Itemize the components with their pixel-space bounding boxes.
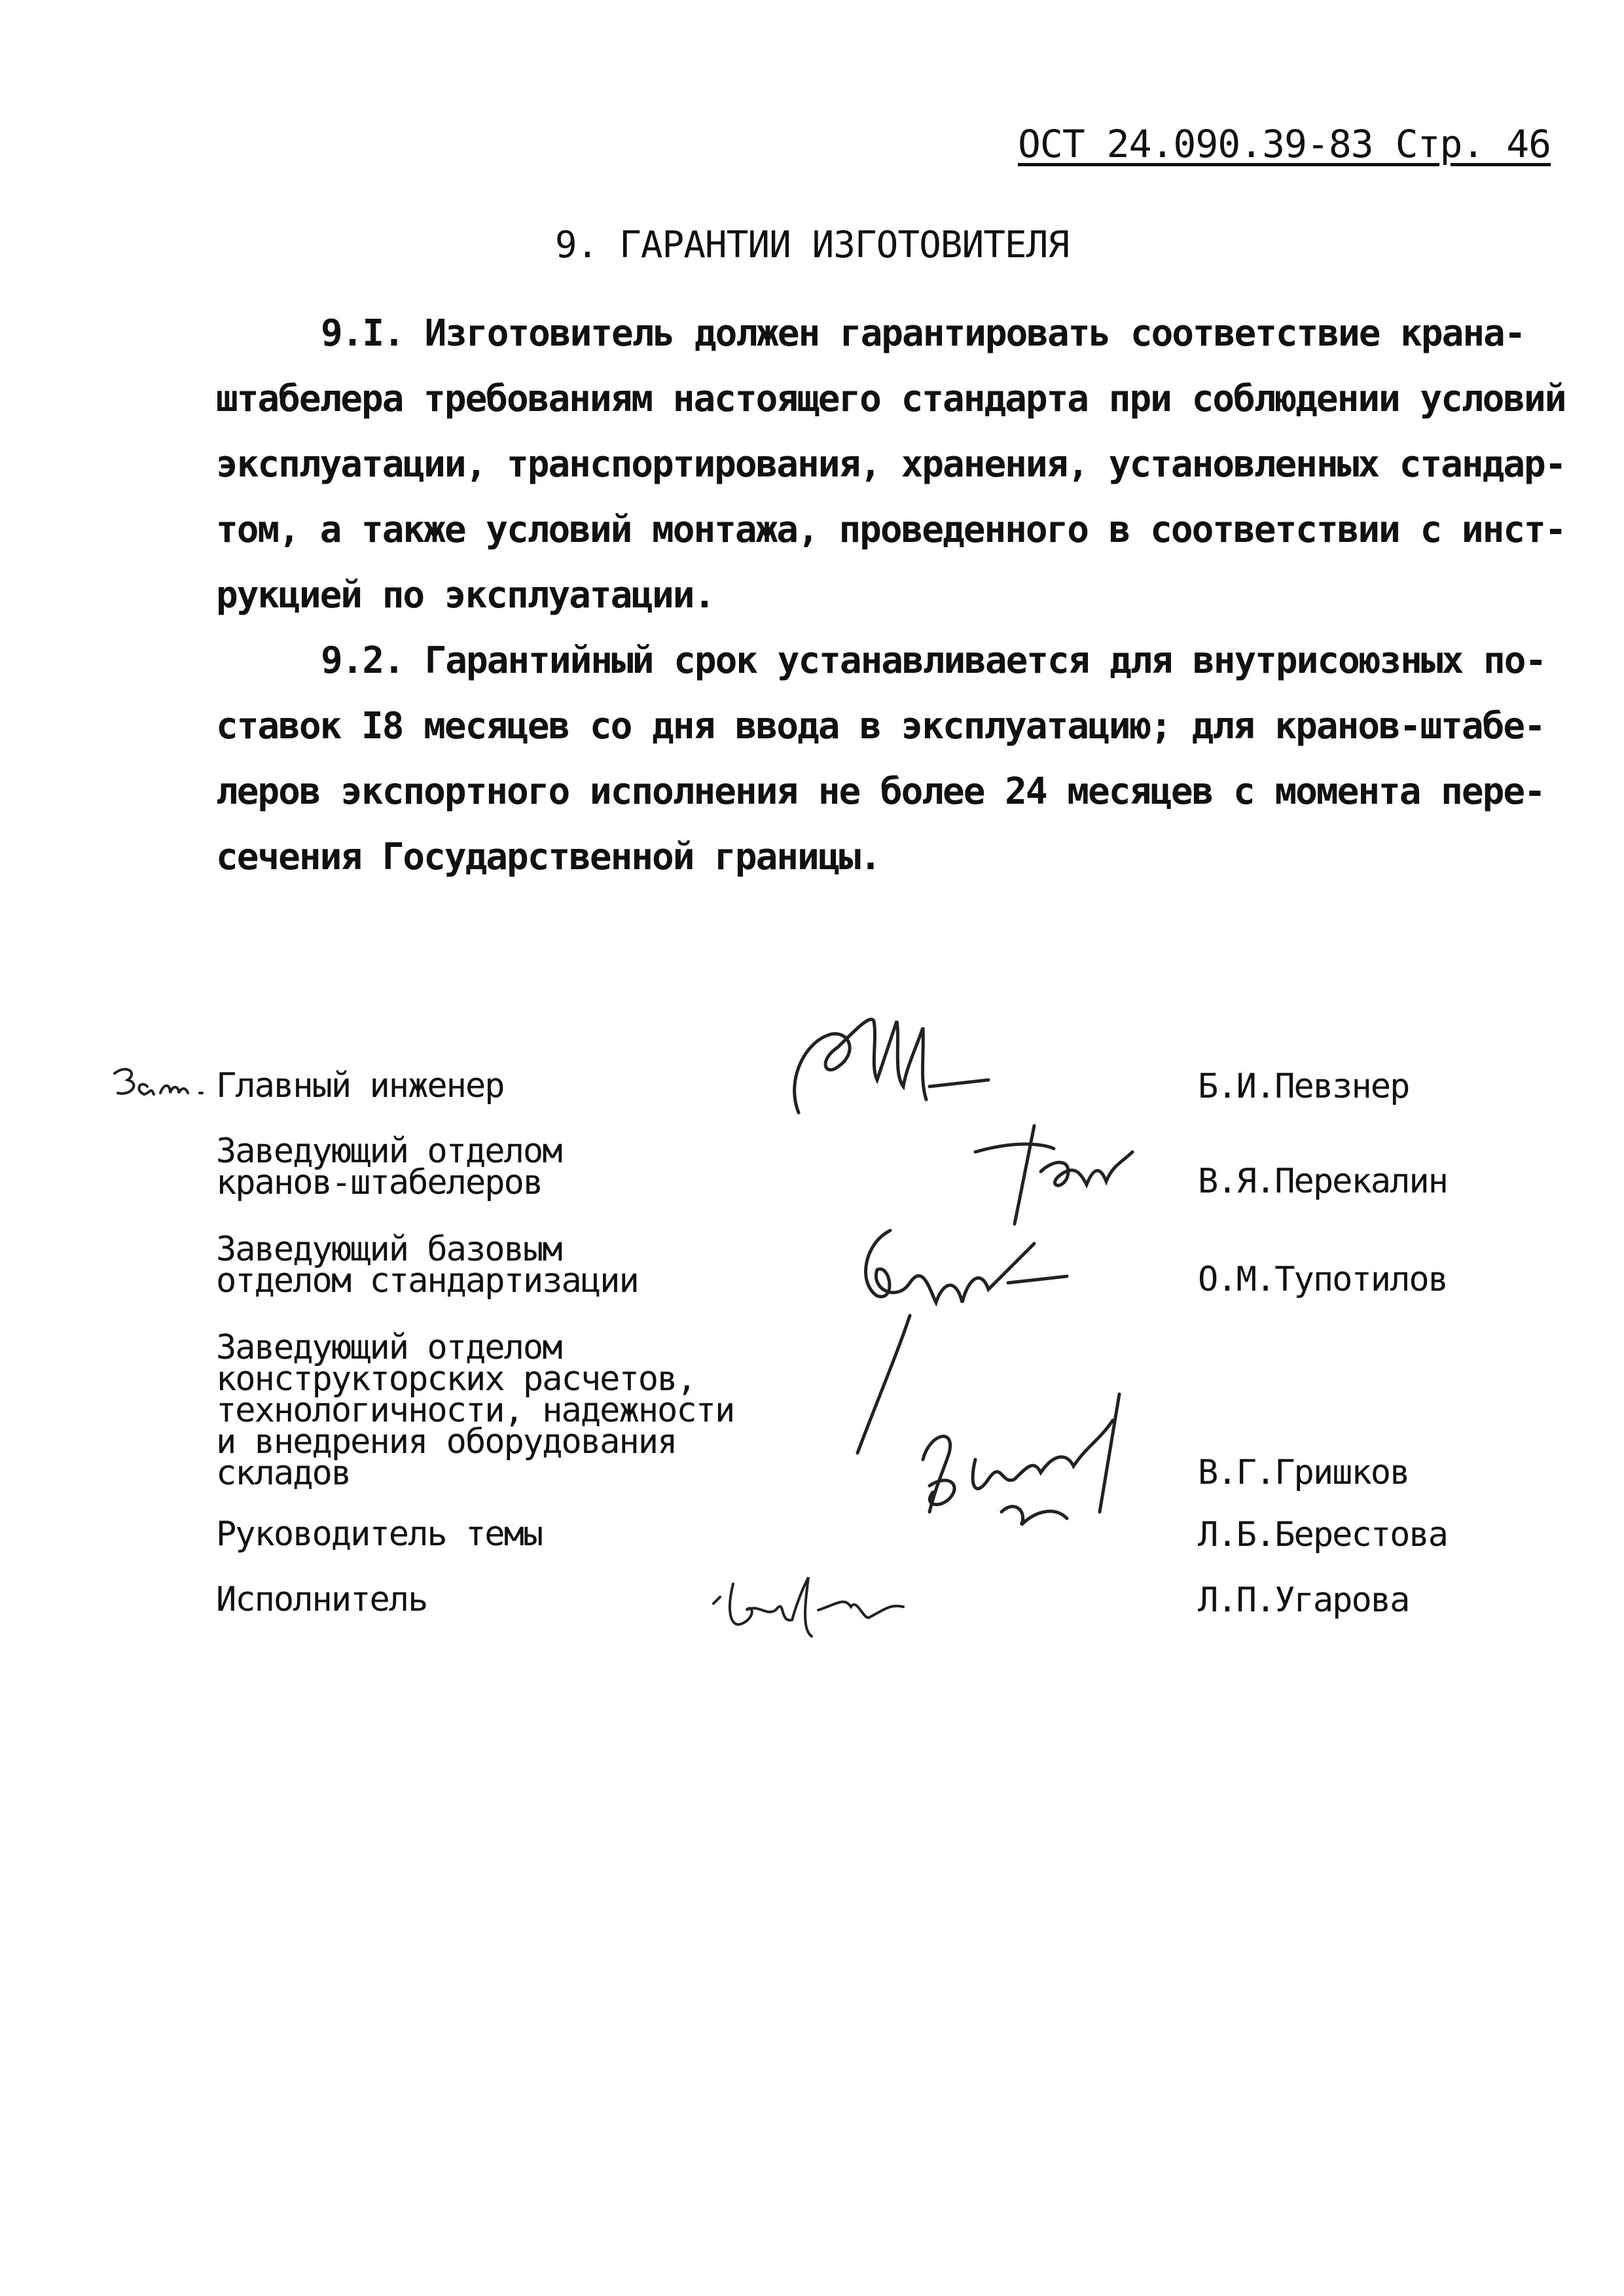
signature-name: В.Я.Перекалин <box>1198 1162 1447 1201</box>
signature-name: Б.И.Певзнер <box>1198 1067 1409 1106</box>
title-line: Заведующий отделом <box>216 1132 562 1171</box>
signature-title <box>216 1328 734 1493</box>
paragraph-line: сечения Государственной границы. <box>216 836 880 878</box>
signature-title <box>216 1132 562 1202</box>
title-line: Заведующий базовым <box>216 1230 562 1269</box>
signature-title <box>216 1066 504 1105</box>
signature-title <box>216 1580 427 1619</box>
title-line: кранов-штабелеров <box>216 1163 543 1202</box>
paragraph-9-2 <box>216 628 1546 890</box>
title-line: Исполнитель <box>216 1580 427 1619</box>
handwritten-note <box>108 1060 219 1113</box>
paragraph-line: эксплуатации, транспортирования, хранения, установленных стандар- <box>216 443 1566 486</box>
document-reference: ОСТ 24.090.39-83 Стр. 46 <box>1018 122 1551 166</box>
title-line: технологичности, надежности <box>216 1391 734 1430</box>
paragraph-line: леров экспортного исполнения не более 24 месяцев с момента пере- <box>216 770 1545 813</box>
paragraph-line: ставок I8 месяцев со дня ввода в эксплуатацию; для кранов-штабе- <box>216 705 1545 747</box>
paragraph-9-1 <box>216 301 1566 628</box>
title-line: конструкторских расчетов, <box>216 1359 696 1399</box>
signature-title <box>216 1230 638 1300</box>
title-line: Главный инженер <box>216 1066 504 1105</box>
paragraph-line: рукцией по эксплуатации. <box>216 574 715 617</box>
section-title: 9. ГАРАНТИИ ИЗГОТОВИТЕЛЯ <box>554 224 1070 266</box>
signature-scribble-ugarova <box>707 1558 916 1649</box>
paragraph-line: том, а также условий монтажа, проведенного в соответствии с инст- <box>216 509 1566 551</box>
title-line: складов <box>216 1454 351 1493</box>
paragraph-line: 9.I. Изготовитель должен гарантировать соответствие крана- <box>321 312 1525 355</box>
title-line: Заведующий отделом <box>216 1328 562 1367</box>
title-line: отделом стандартизации <box>216 1261 638 1300</box>
paragraph-line: 9.2. Гарантийный срок устанавливается для внутрисоюзных по- <box>321 639 1546 682</box>
signature-scribble-grishkov <box>903 1381 1165 1532</box>
signature-name: О.М.Тупотилов <box>1198 1260 1447 1299</box>
signature-name: Л.П.Угарова <box>1198 1581 1409 1620</box>
title-line: Руководитель темы <box>216 1515 543 1554</box>
signature-name: Л.Б.Берестова <box>1198 1515 1447 1554</box>
signature-title <box>216 1515 543 1554</box>
paragraph-line: штабелера требованиям настоящего стандарта при соблюдении условий <box>216 378 1566 420</box>
title-line: и внедрения оборудования <box>216 1422 677 1462</box>
signature-name: В.Г.Гришков <box>1198 1453 1409 1492</box>
